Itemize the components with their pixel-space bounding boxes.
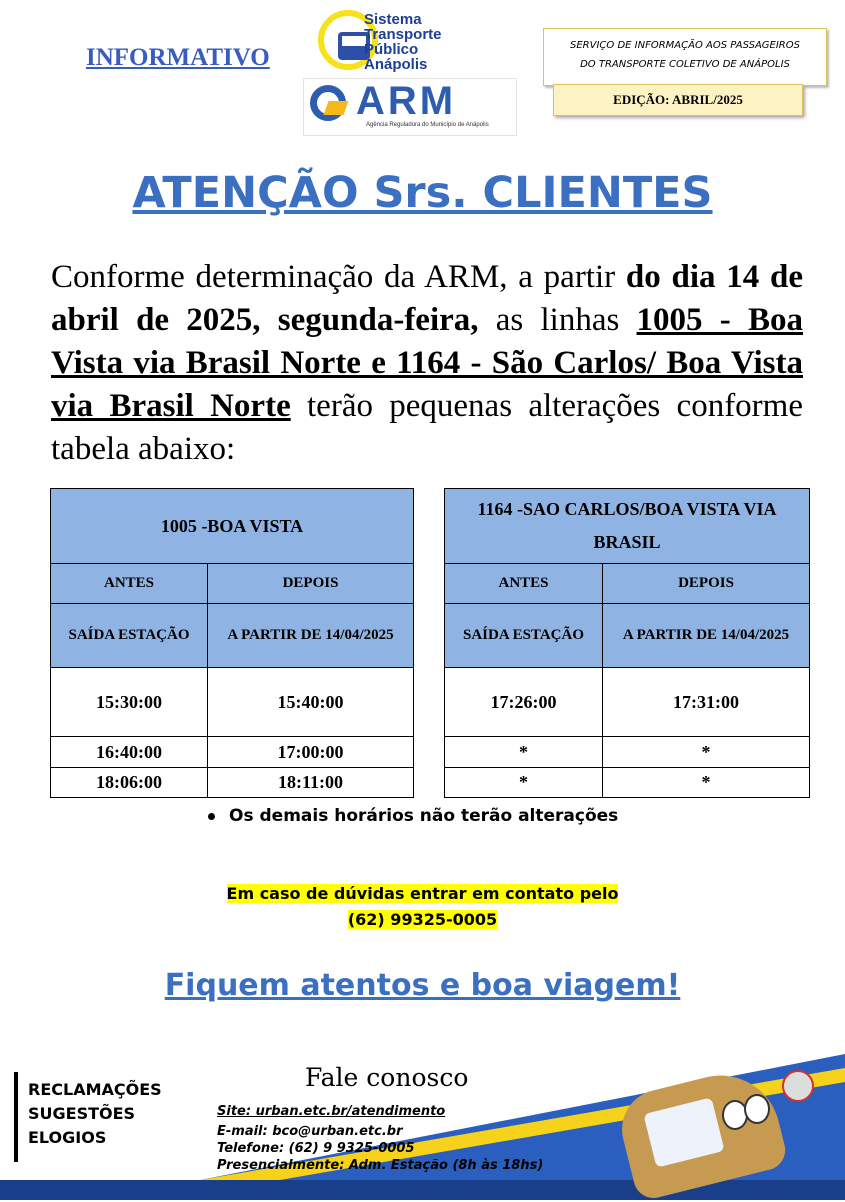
service-info-box bbox=[543, 28, 827, 86]
stpa-logo bbox=[318, 8, 490, 72]
service-info-line-1: SERVIÇO DE INFORMAÇÃO AOS PASSAGEIROS bbox=[570, 40, 800, 51]
contact-phone: (62) 99325-0005 bbox=[347, 910, 498, 929]
feedback-box bbox=[14, 1072, 198, 1162]
note-text: Os demais horários não terão alterações bbox=[229, 806, 619, 826]
announcement-part-2: as linhas bbox=[478, 302, 637, 338]
bus-window bbox=[342, 36, 366, 46]
announcement-part-3: terão pequenas alterações conforme tabela abaixo: bbox=[51, 388, 803, 467]
mascot-eye-right bbox=[744, 1094, 770, 1124]
col-after-header: DEPOIS bbox=[603, 564, 810, 604]
sub-after-header: A PARTIR DE 14/04/2025 bbox=[603, 604, 810, 668]
time-before: 17:26:00 bbox=[445, 668, 603, 737]
contact-info bbox=[0, 881, 845, 933]
page-title: ATENÇÃO Srs. CLIENTES bbox=[132, 168, 713, 218]
time-before: 18:06:00 bbox=[51, 768, 208, 798]
feedback-compliments: ELOGIOS bbox=[28, 1128, 107, 1147]
time-after: 15:40:00 bbox=[208, 668, 414, 737]
edition-box: EDIÇÃO: ABRIL/2025 bbox=[553, 84, 803, 116]
arm-mark-accent bbox=[323, 101, 348, 115]
arm-logo bbox=[303, 78, 517, 136]
announcement-lines: 1005 - Boa Vista via Brasil Norte e 1164 - São Carlos/ Boa Vista via Brasil Norte bbox=[51, 302, 804, 424]
stpa-line-4: Anápolis bbox=[364, 56, 428, 73]
time-after: 17:00:00 bbox=[208, 737, 414, 768]
announcement-text bbox=[51, 256, 803, 471]
feedback-complaints: RECLAMAÇÕES bbox=[28, 1080, 162, 1099]
stpa-line-2: Transporte bbox=[364, 26, 442, 43]
col-before-header: ANTES bbox=[445, 564, 603, 604]
contact-site-link[interactable]: Site: urban.etc.br/atendimento bbox=[217, 1104, 446, 1119]
service-info-line-2: DO TRANSPORTE COLETIVO DE ANÁPOLIS bbox=[580, 59, 790, 70]
announcement-date: do dia 14 de abril de 2025, segunda-feira, bbox=[51, 259, 804, 338]
table-title: 1164 -SAO CARLOS/BOA VISTA VIA BRASIL bbox=[445, 489, 810, 564]
table-title: 1005 -BOA VISTA bbox=[51, 489, 414, 564]
contact-presencial: Presencialmente: Adm. Estação (8h às 18hs) bbox=[217, 1158, 544, 1173]
fale-conosco-heading: Fale conosco bbox=[305, 1063, 469, 1092]
sub-before-header: SAÍDA ESTAÇÃO bbox=[51, 604, 208, 668]
arm-logo-word: ARM bbox=[356, 79, 457, 123]
feedback-suggestions: SUGESTÕES bbox=[28, 1104, 136, 1123]
stpa-line-1: Sistema bbox=[364, 11, 422, 28]
bullet-note bbox=[208, 806, 618, 826]
sub-before-header: SAÍDA ESTAÇÃO bbox=[445, 604, 603, 668]
goodbye-message: Fiquem atentos e boa viagem! bbox=[164, 968, 681, 1003]
contact-email[interactable]: E-mail: bco@urban.etc.br bbox=[217, 1124, 403, 1139]
schedule-table-1005 bbox=[50, 488, 414, 798]
time-after: 18:11:00 bbox=[208, 768, 414, 798]
time-after: * bbox=[603, 737, 810, 768]
stpa-line-3: Público bbox=[364, 41, 419, 58]
informativo-label: INFORMATIVO bbox=[86, 44, 270, 71]
col-after-header: DEPOIS bbox=[208, 564, 414, 604]
schedule-table-1164 bbox=[444, 488, 810, 798]
contact-line-1: Em caso de dúvidas entrar em contato pelo bbox=[226, 884, 619, 903]
arm-logo-subtitle: Agência Reguladora do Município de Anápolis bbox=[366, 122, 489, 128]
bus-mascot-illustration bbox=[614, 1050, 814, 1185]
time-before: * bbox=[445, 768, 603, 798]
bullet-icon bbox=[208, 813, 215, 820]
col-before-header: ANTES bbox=[51, 564, 208, 604]
announcement-part-1: Conforme determinação da ARM, a partir bbox=[51, 259, 626, 295]
sub-after-header: A PARTIR DE 14/04/2025 bbox=[208, 604, 414, 668]
time-before: 16:40:00 bbox=[51, 737, 208, 768]
time-before: * bbox=[445, 737, 603, 768]
time-after: * bbox=[603, 768, 810, 798]
time-after: 17:31:00 bbox=[603, 668, 810, 737]
megaphone-icon bbox=[782, 1070, 814, 1102]
time-before: 15:30:00 bbox=[51, 668, 208, 737]
contact-telephone: Telefone: (62) 9 9325-0005 bbox=[217, 1141, 415, 1156]
